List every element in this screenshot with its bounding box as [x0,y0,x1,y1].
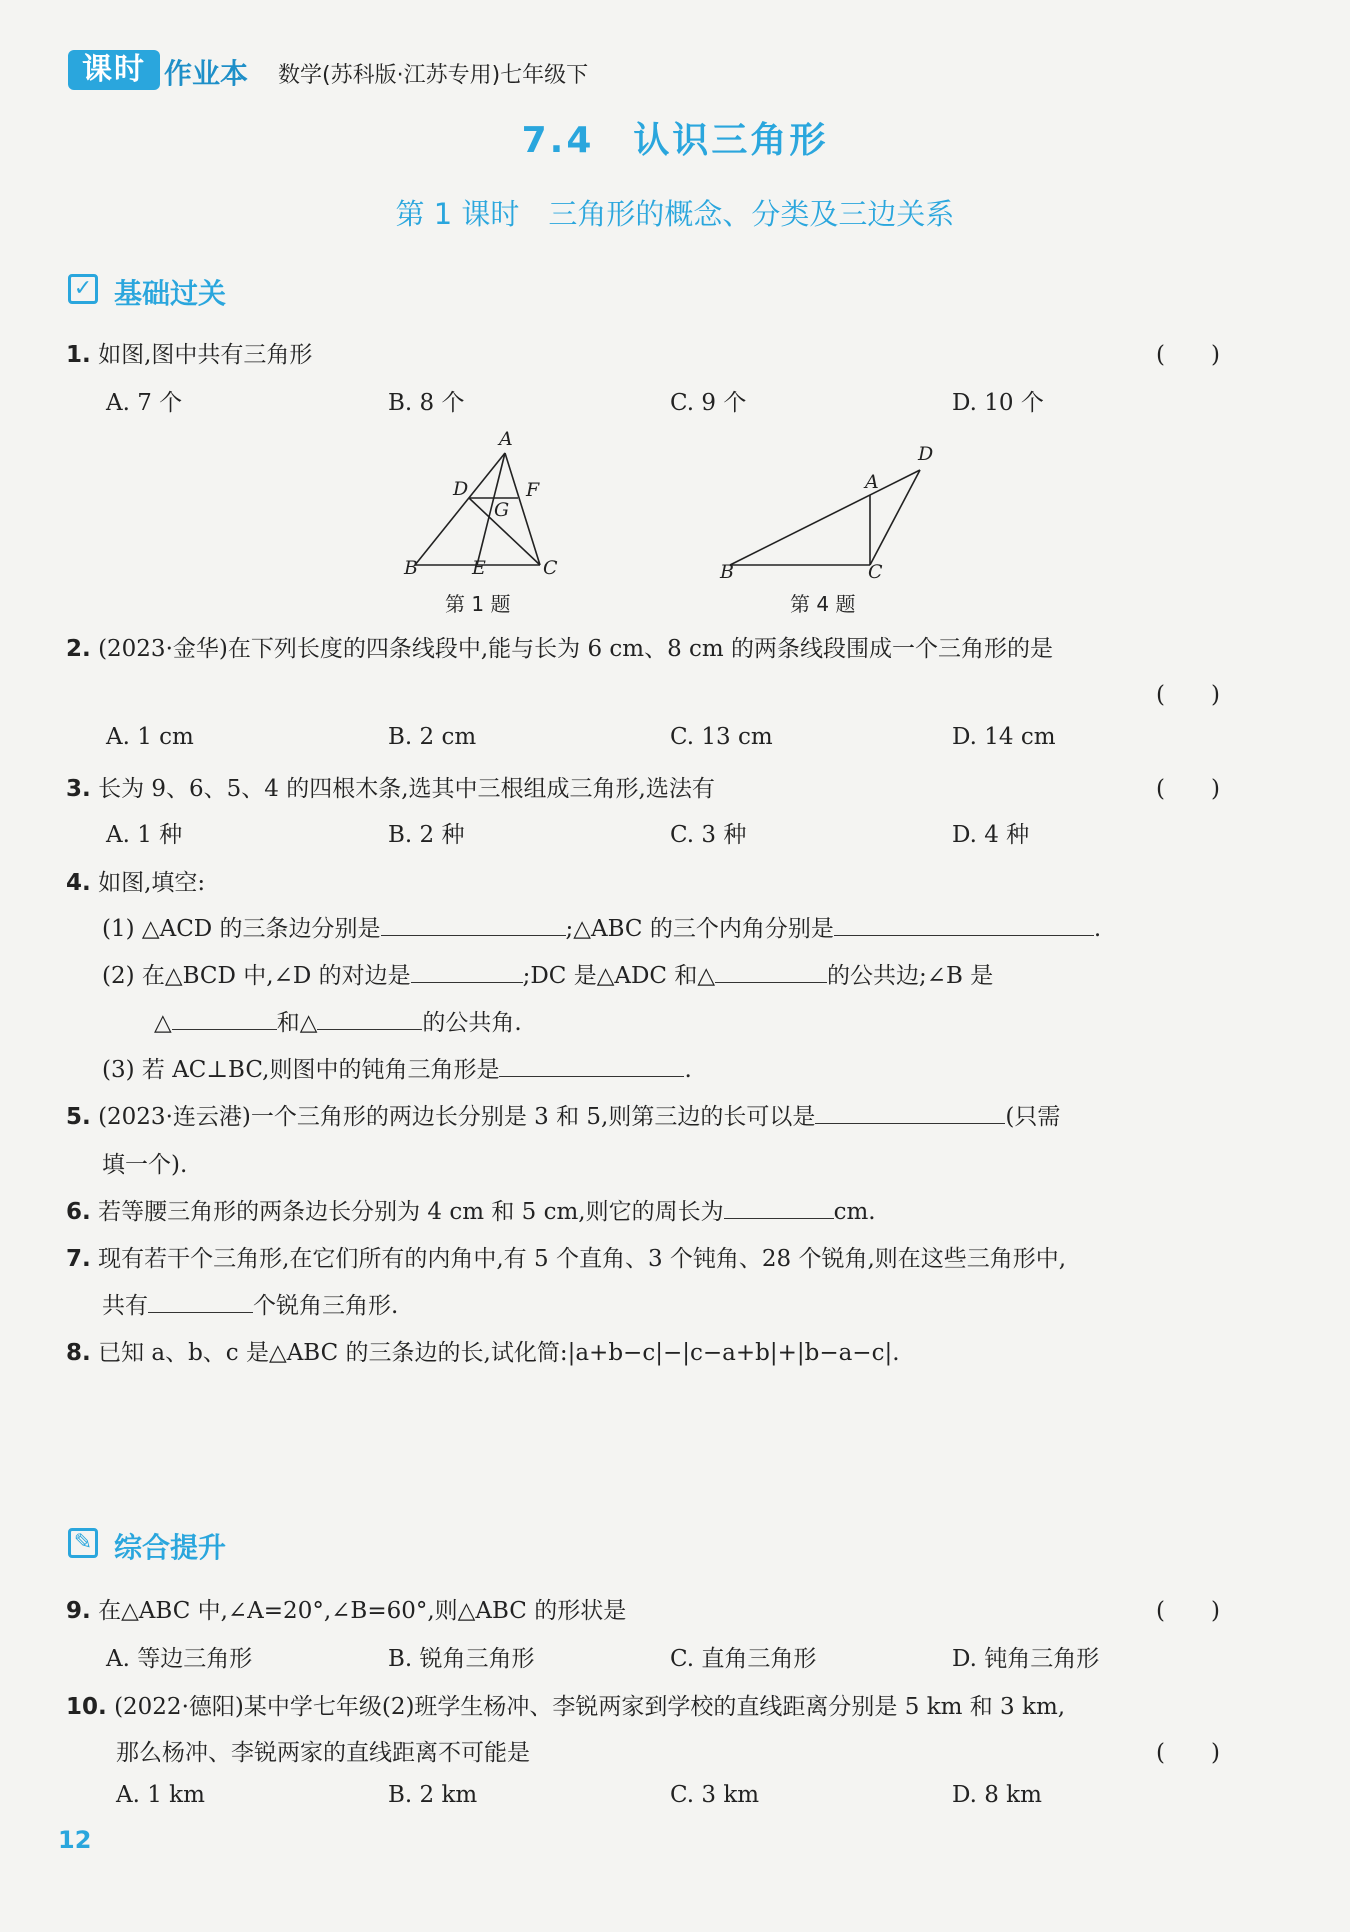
answer-blank[interactable] [834,915,1094,936]
pencil-icon: ✎ [68,1528,98,1558]
question-text: (2023·连云港)一个三角形的两边长分别是 3 和 5,则第三边的长可以是 [98,1104,816,1130]
question-4-part-2-cont [154,1004,522,1037]
label-c: C [868,561,883,580]
option-b: B. 8 个 [388,390,465,416]
question-text: 若等腰三角形的两条边长分别为 4 cm 和 5 cm,则它的周长为 [98,1199,724,1225]
question-10 [66,1688,1065,1721]
question-5 [66,1098,1060,1131]
question-4-part-1 [102,910,1101,943]
subject-info: 数学(苏科版·江苏专用)七年级下 [278,63,589,88]
question-7 [66,1240,1066,1273]
answer-parens: ( ) [1156,682,1220,708]
answer-blank[interactable] [724,1198,834,1219]
text: 的公共边;∠B 是 [827,963,994,989]
question-number: 6. [66,1199,91,1225]
question-6 [66,1193,876,1226]
figure-1-caption: 第 1 题 [445,592,511,616]
text: 共有 [102,1293,148,1319]
text: ;DC 是△ADC 和△ [522,963,716,989]
answer-parens: ( ) [1156,1740,1220,1766]
label-e: E [472,557,486,575]
option-c: C. 9 个 [670,390,747,416]
label-c: C [543,557,558,575]
label-b: B [720,561,734,580]
question-number: 2. [66,636,91,662]
text: (1) △ACD 的三条边分别是 [102,916,381,942]
option-c: C. 3 种 [670,822,747,848]
brand-name: 作业本 [164,57,249,90]
option-d: D. 4 种 [952,822,1030,848]
page-title: 7.4 认识三角形 [521,120,829,161]
answer-blank[interactable] [317,1009,422,1030]
option-b: B. 2 km [388,1782,478,1808]
checkbox-icon: ✓ [68,274,98,304]
option-a: A. 1 cm [106,724,194,750]
question-number: 9. [66,1598,91,1624]
question-number: 3. [66,776,91,802]
option-b: B. 2 种 [388,822,465,848]
question-4 [66,864,205,897]
text: . [684,1057,692,1083]
question-text: 已知 a、b、c 是△ABC 的三条边的长,试化简:|a+b−c|−|c−a+b|+|b−a−c|. [98,1340,900,1366]
question-3 [66,770,715,803]
option-d: D. 8 km [952,1782,1042,1808]
figure-4-caption: 第 4 题 [790,592,856,616]
answer-blank[interactable] [715,962,827,983]
label-f: F [526,479,540,501]
question-number: 5. [66,1104,91,1130]
text: 的公共角. [422,1010,522,1036]
label-d: D [918,443,934,465]
question-9 [66,1592,626,1625]
question-text: 如图,填空: [98,870,206,896]
option-b: B. 2 cm [388,724,477,750]
option-a: A. 等边三角形 [106,1646,253,1672]
answer-parens: ( ) [1156,1598,1220,1624]
answer-parens: ( ) [1156,342,1220,368]
option-c: C. 13 cm [670,724,773,750]
text: cm. [833,1199,876,1225]
question-7-cont [102,1287,398,1320]
text: (3) 若 AC⊥BC,则图中的钝角三角形是 [102,1057,500,1083]
text: (只需 [1005,1104,1061,1130]
option-b: B. 锐角三角形 [388,1646,535,1672]
question-text: 如图,图中共有三角形 [98,342,313,368]
question-text: (2022·德阳)某中学七年级(2)班学生杨冲、李锐两家到学校的直线距离分别是 5 km 和 3 km, [114,1694,1066,1720]
label-g: G [494,499,510,521]
lesson-subtitle: 第 1 课时 三角形的概念、分类及三边关系 [395,197,955,231]
question-number: 7. [66,1246,91,1272]
question-4-part-2 [102,957,993,990]
option-d: D. 10 个 [952,390,1044,416]
answer-blank[interactable] [815,1103,1005,1124]
figure-1-triangle [395,425,575,575]
question-10-cont: 那么杨冲、李锐两家的直线距离不可能是 [116,1740,530,1766]
option-a: A. 7 个 [106,390,183,416]
option-d: D. 钝角三角形 [952,1646,1100,1672]
question-text: 长为 9、6、5、4 的四根木条,选其中三根组成三角形,选法有 [98,776,715,802]
answer-parens: ( ) [1156,776,1220,802]
question-4-part-3 [102,1051,692,1084]
question-text: 在△ABC 中,∠A=20°,∠B=60°,则△ABC 的形状是 [98,1598,627,1624]
option-c: C. 直角三角形 [670,1646,817,1672]
question-number: 8. [66,1340,91,1366]
question-number: 10. [66,1694,107,1720]
text: 个锐角三角形. [253,1293,399,1319]
answer-blank[interactable] [381,915,566,936]
section-basic-title: 基础过关 [114,277,227,310]
option-c: C. 3 km [670,1782,760,1808]
text: 和△ [276,1010,318,1036]
question-8 [66,1334,900,1367]
label-d: D [453,478,469,500]
label-a: A [865,471,879,493]
section-advanced-title: 综合提升 [114,1531,227,1564]
question-5-cont: 填一个). [102,1152,188,1178]
answer-blank[interactable] [148,1292,253,1313]
question-number: 1. [66,342,91,368]
text: . [1093,916,1102,942]
label-a: A [499,428,513,450]
question-text: 现有若干个三角形,在它们所有的内角中,有 5 个直角、3 个钝角、28 个锐角,则在这些三角形中, [98,1246,1067,1272]
question-number: 4. [66,870,91,896]
text: (2) 在△BCD 中,∠D 的对边是 [102,963,411,989]
question-2 [66,630,1053,663]
answer-blank[interactable] [499,1056,684,1077]
option-a: A. 1 种 [106,822,183,848]
label-b: B [404,557,418,575]
question-text: (2023·金华)在下列长度的四条线段中,能与长为 6 cm、8 cm 的两条线段围成一个三角形的是 [98,636,1054,662]
option-a: A. 1 km [116,1782,205,1808]
figure-4-triangle [710,440,950,580]
text: ;△ABC 的三个内角分别是 [565,916,834,942]
answer-blank[interactable] [172,1009,277,1030]
page-number: 12 [58,1826,92,1854]
option-d: D. 14 cm [952,724,1056,750]
logo: 课时 [68,50,160,90]
question-1 [66,336,312,369]
answer-blank[interactable] [411,962,523,983]
text: △ [154,1010,172,1036]
